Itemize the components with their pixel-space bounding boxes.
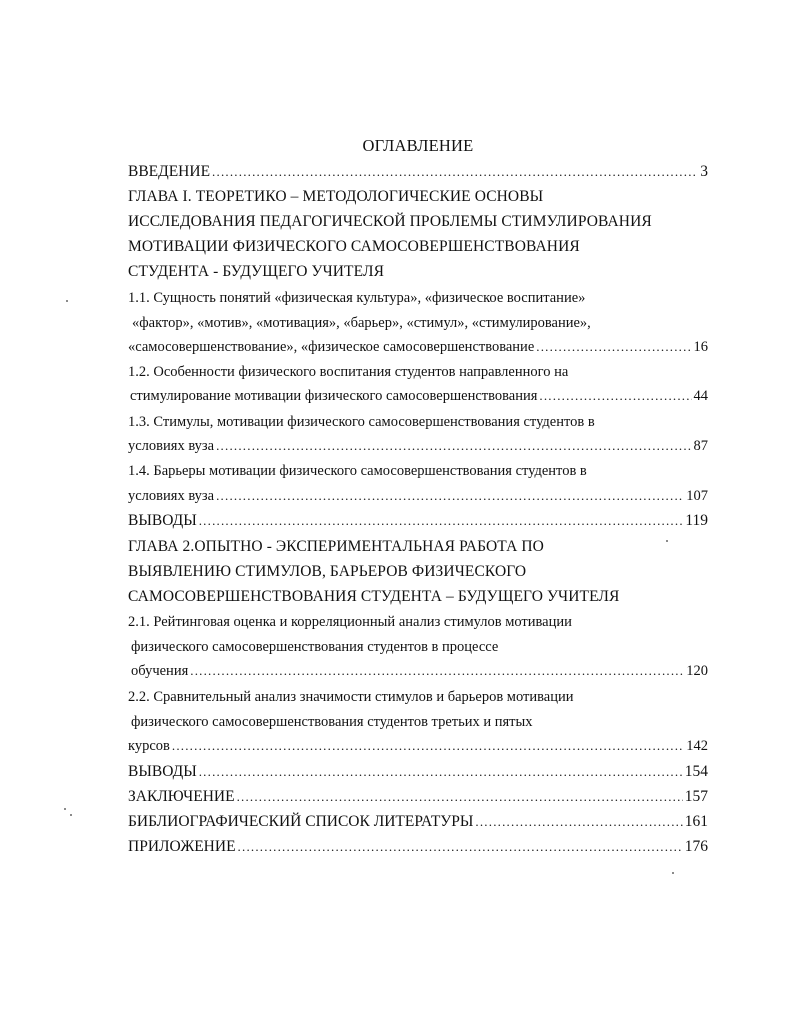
entry-text: БИБЛИОГРАФИЧЕСКИЙ СПИСОК ЛИТЕРАТУРЫ <box>128 813 474 830</box>
page-number: 107 <box>686 488 708 504</box>
page-number: 119 <box>685 512 708 529</box>
page-number: 16 <box>693 339 708 355</box>
scan-speck <box>70 814 72 816</box>
scan-speck <box>666 540 668 542</box>
toc-entry-summary[interactable] <box>128 787 708 807</box>
dot-leader <box>216 436 691 456</box>
toc-entry-section-1-3[interactable] <box>128 436 708 456</box>
chapter-2-heading-line-3: САМОСОВЕРШЕНСТВОВАНИЯ СТУДЕНТА – БУДУЩЕГО УЧИТЕЛЯ <box>128 588 620 605</box>
section-1-1-line-2: «фактор», «мотив», «мотивация», «барьер», «стимул», «стимулирование», <box>132 315 591 331</box>
entry-text: ВВЕДЕНИЕ <box>128 163 211 180</box>
chapter-1-heading-line-4: СТУДЕНТА - БУДУЩЕГО УЧИТЕЛЯ <box>128 263 385 280</box>
dot-leader <box>172 736 684 756</box>
section-1-2-line-1: 1.2. Особенности физического воспитания студентов направленного на <box>128 364 569 380</box>
dot-leader <box>539 386 691 406</box>
chapter-1-heading-line-3: МОТИВАЦИИ ФИЗИЧЕСКОГО САМОСОВЕРШЕНСТВОВАНИЯ <box>128 238 580 255</box>
section-2-1-line-1: 2.1. Рейтинговая оценка и корреляционный анализ стимулов мотивации <box>128 614 572 630</box>
toc-entry-section-2-1[interactable] <box>131 661 708 681</box>
entry-text: «самосовершенствование», «физическое самосовершенствование <box>128 339 535 355</box>
dot-leader <box>199 511 684 531</box>
entry-text: ПРИЛОЖЕНИЕ <box>128 838 236 855</box>
entry-text: ВЫВОДЫ <box>128 512 197 529</box>
scan-speck <box>66 300 68 302</box>
toc-entry-appendix[interactable] <box>128 837 708 857</box>
toc-entry-bibliography[interactable] <box>128 812 708 832</box>
entry-text: курсов <box>128 738 170 754</box>
section-2-2-line-2: физического самосовершенствования студентов третьих и пятых <box>131 714 533 730</box>
toc-entry-section-1-4[interactable] <box>128 486 708 506</box>
page-number: 154 <box>684 763 708 780</box>
dot-leader <box>238 837 683 857</box>
dot-leader <box>216 486 684 506</box>
section-1-1-line-1: 1.1. Сущность понятий «физическая культура», «физическое воспитание» <box>128 290 586 306</box>
entry-text: условиях вуза <box>128 488 215 504</box>
entry-text: ВЫВОДЫ <box>128 763 197 780</box>
chapter-2-heading-line-1: ГЛАВА 2.ОПЫТНО - ЭКСПЕРИМЕНТАЛЬНАЯ РАБОТА ПО <box>128 538 544 555</box>
toc-entry-intro[interactable] <box>128 162 708 182</box>
section-1-3-line-1: 1.3. Стимулы, мотивации физического самосовершенствования студентов в <box>128 414 595 430</box>
page-number: 157 <box>684 788 708 805</box>
toc-entry-section-1-1[interactable] <box>128 337 708 357</box>
section-1-4-line-1: 1.4. Барьеры мотивации физического самосовершенствования студентов в <box>128 463 587 479</box>
dot-leader <box>475 812 682 832</box>
page-number: 87 <box>693 438 708 454</box>
dot-leader <box>190 661 684 681</box>
entry-text: стимулирование мотивации физического самосовершенствования <box>130 388 538 404</box>
dot-leader <box>212 162 698 182</box>
scan-speck <box>64 808 66 810</box>
page-number: 44 <box>693 388 708 404</box>
toc-entry-section-2-2[interactable] <box>128 736 708 756</box>
page-number: 176 <box>684 838 708 855</box>
dot-leader <box>199 762 683 782</box>
toc-entry-conclusions-2[interactable] <box>128 762 708 782</box>
toc-entry-conclusions-1[interactable] <box>128 511 708 531</box>
dot-leader <box>237 787 683 807</box>
page-number: 3 <box>700 163 708 180</box>
entry-text: ЗАКЛЮЧЕНИЕ <box>128 788 235 805</box>
chapter-2-heading-line-2: ВЫЯВЛЕНИЮ СТИМУЛОВ, БАРЬЕРОВ ФИЗИЧЕСКОГО <box>128 563 527 580</box>
page-number: 120 <box>686 663 708 679</box>
toc-entry-section-1-2[interactable] <box>128 386 708 406</box>
entry-text: обучения <box>131 663 189 679</box>
chapter-1-heading-line-2: ИССЛЕДОВАНИЯ ПЕДАГОГИЧЕСКОЙ ПРОБЛЕМЫ СТИМУЛИРОВАНИЯ <box>128 213 652 230</box>
entry-text: условиях вуза <box>128 438 215 454</box>
page-number: 142 <box>686 738 708 754</box>
section-2-2-line-1: 2.2. Сравнительный анализ значимости стимулов и барьеров мотивации <box>128 689 574 705</box>
page-number: 161 <box>684 813 708 830</box>
scan-speck <box>672 872 674 874</box>
dot-leader <box>536 337 691 357</box>
chapter-1-heading-line-1: ГЛАВА I. ТЕОРЕТИКО – МЕТОДОЛОГИЧЕСКИЕ ОСНОВЫ <box>128 188 544 205</box>
page-title: ОГЛАВЛЕНИЕ <box>362 136 474 155</box>
section-2-1-line-2: физического самосовершенствования студентов в процессе <box>131 639 499 655</box>
